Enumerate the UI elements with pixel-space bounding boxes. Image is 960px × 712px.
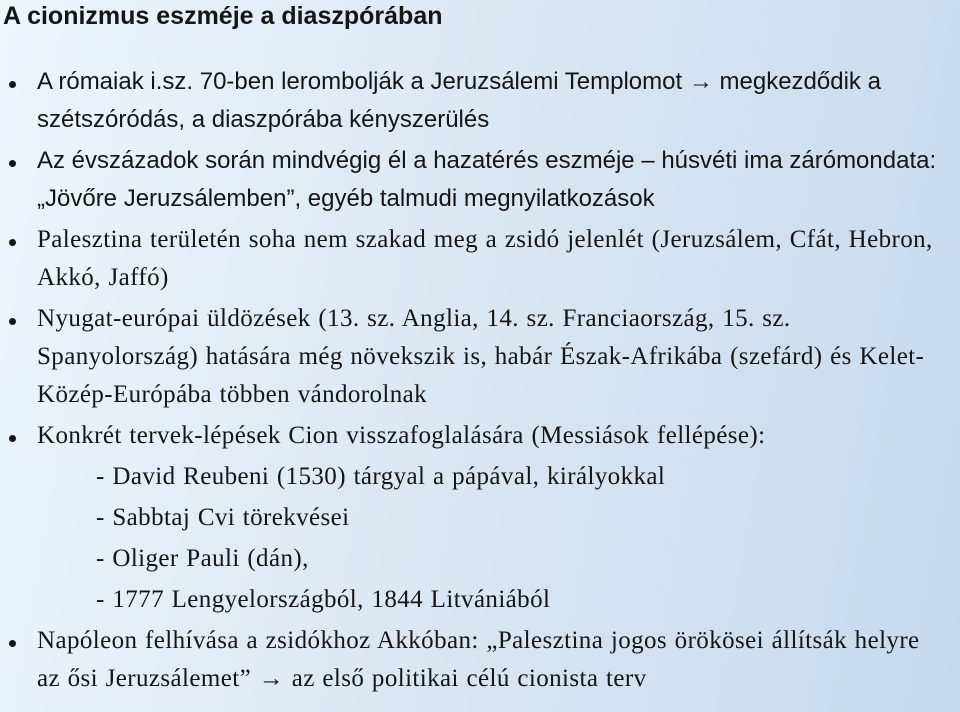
bullet-dot bbox=[9, 239, 16, 246]
bullet-item bbox=[0, 63, 960, 139]
bullet-line: A rómaiak i.sz. 70-ben lerombolják a Jeruzsálemi Templomot → megkezdődik a bbox=[37, 68, 881, 95]
bullet-line: Akkó, Jaffó) bbox=[37, 264, 169, 291]
slide-title: A cionizmus eszméje a diaszpórában bbox=[3, 2, 443, 30]
bullet-list bbox=[0, 63, 960, 701]
bullet-dot bbox=[9, 318, 16, 325]
sub-item-text: - Sabbtaj Cvi törekvései bbox=[96, 504, 350, 531]
bullet-item bbox=[0, 622, 960, 698]
bullet-dot bbox=[9, 160, 16, 167]
bullet-item bbox=[0, 417, 960, 455]
sub-item bbox=[0, 458, 960, 496]
bullet-line: Az évszázadok során mindvégig él a hazatérés eszméje – húsvéti ima zárómondata: bbox=[37, 147, 937, 174]
bullet-item bbox=[0, 221, 960, 297]
bullet-line: Palesztina területén soha nem szakad meg a zsidó jelenlét (Jeruzsálem, Cfát, Hebron, bbox=[37, 226, 933, 253]
bullet-dot bbox=[9, 640, 16, 647]
bullet-line: Konkrét tervek-lépések Cion visszafoglalására (Messiások fellépése): bbox=[37, 422, 766, 449]
sub-item bbox=[0, 540, 960, 578]
sub-item bbox=[0, 581, 960, 619]
bullet-line: Nyugat-európai üldözések (13. sz. Anglia, 14. sz. Franciaország, 15. sz. bbox=[37, 305, 791, 332]
sub-item bbox=[0, 499, 960, 537]
bullet-line: Napóleon felhívása a zsidókhoz Akkóban: „Palesztina jogos örökösei állítsák helyre bbox=[37, 627, 920, 654]
bullet-dot bbox=[9, 435, 16, 442]
sub-item-text: - Oliger Pauli (dán), bbox=[96, 545, 309, 572]
bullet-dot bbox=[9, 81, 16, 88]
sub-item-text: - David Reubeni (1530) tárgyal a pápával, királyokkal bbox=[96, 463, 666, 490]
sub-item-text: - 1777 Lengyelországból, 1844 Litvániából bbox=[96, 586, 551, 613]
bullet-item bbox=[0, 142, 960, 218]
bullet-line: az ősi Jeruzsálemet” → az első politikai célú cionista terv bbox=[37, 665, 647, 692]
bullet-item bbox=[0, 300, 960, 414]
bullet-line: Spanyolország) hatására még növekszik is, habár Észak-Afrikába (szefárd) és Kelet- bbox=[37, 343, 925, 370]
bullet-line: szétszóródás, a diaszpórába kényszerülés bbox=[37, 106, 490, 133]
bullet-line: „Jövőre Jeruzsálemben”, egyéb talmudi megnyilatkozások bbox=[37, 185, 655, 212]
bullet-line: Közép-Európába többen vándorolnak bbox=[37, 381, 428, 408]
